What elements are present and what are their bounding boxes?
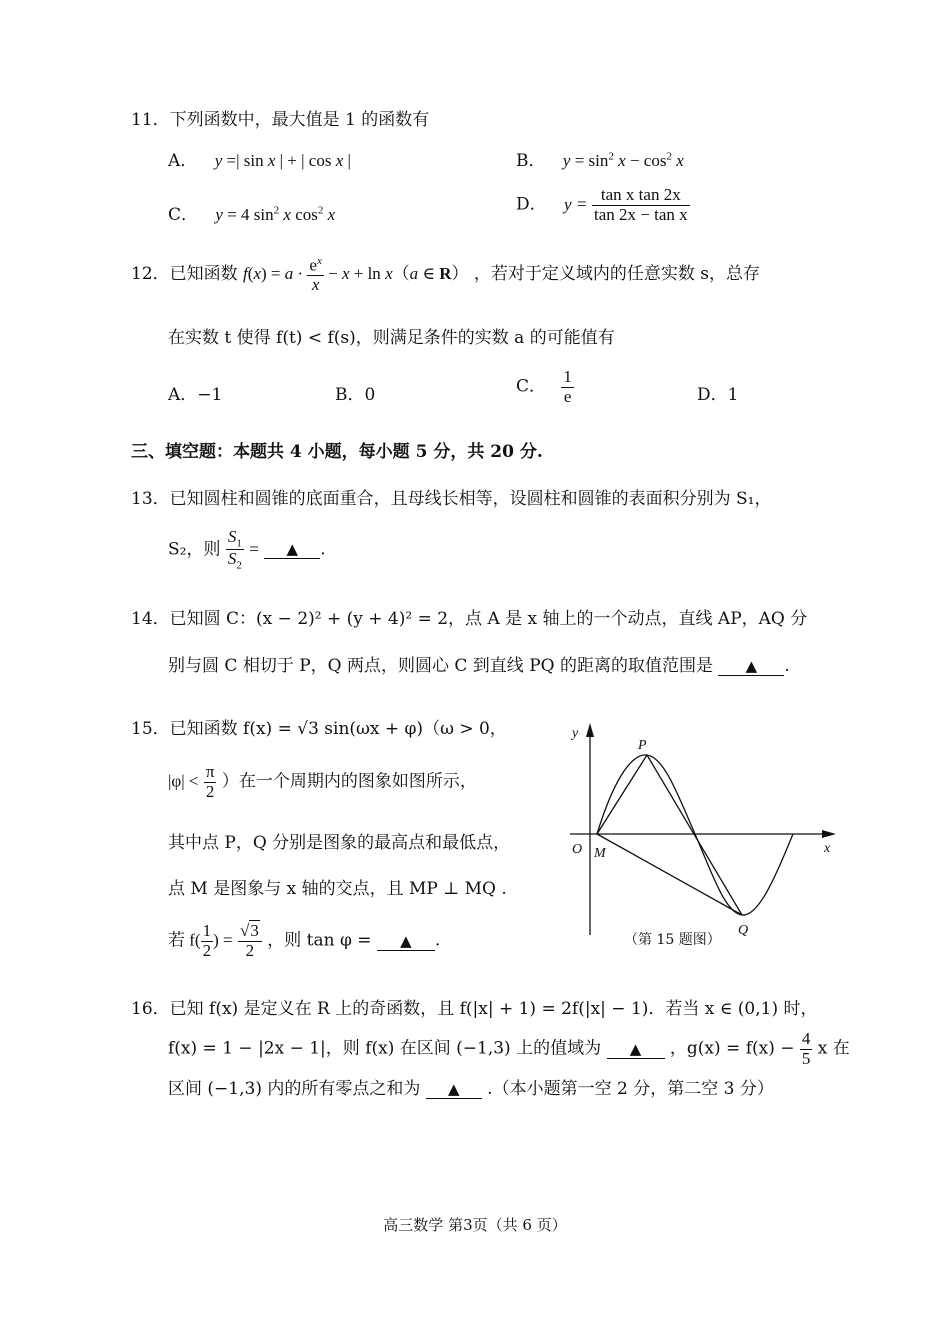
q15-line1: 15．已知函数 f(x) = √3 sin(ωx + φ)（ω > 0， [131, 719, 507, 739]
q16-line3-b: .（本小题第一空 2 分，第二空 3 分） [487, 1079, 774, 1099]
q16-line2-b: ，g(x) = f(x) − [669, 1038, 795, 1059]
q13-line2: S₂，则 $\frac{S_1}{S_2}$ = ▲ . [168, 527, 326, 572]
q15-line5-mid: ) = [213, 930, 233, 950]
label-x: x [824, 841, 831, 856]
page-footer: 高三数学 第3页（共 6 页） [383, 1216, 567, 1234]
figure-caption: （第 15 题图） [624, 932, 721, 948]
label-q: Q [738, 923, 749, 938]
q15-line2 [168, 763, 477, 801]
label-y: y [572, 726, 579, 741]
q15-sqrt3-half: $\frac{√3}{2}$ [238, 922, 262, 960]
segment-mp [597, 755, 647, 834]
q11-a-label: A． [168, 151, 198, 171]
y-axis-arrow-icon [586, 723, 594, 737]
q11-option-d: D． y = $\frac{\text{tan x tan 2x}}{\text{tan 2x − tan x}}$ [516, 185, 688, 224]
q11-stem: 11．下列函数中，最大值是 1 的函数有 [131, 110, 430, 130]
q12-formula: f(x) = a · $\frac{e^x}{x}$ − x + ln x（a ∈ R） [243, 255, 469, 295]
label-p: P [638, 738, 647, 753]
q12-c-den: e [563, 386, 572, 406]
q12-option-c [516, 368, 574, 406]
q15-line2-post: ）在一个周期内的图象如图所示， [221, 771, 477, 792]
x-axis-arrow-icon [822, 830, 836, 838]
q12-option-a: A．−1 [168, 385, 223, 405]
q16-answer-blank-2[interactable] [426, 1081, 482, 1099]
q11-d-fraction [592, 186, 690, 224]
triangle-icon: ▲ [400, 931, 412, 950]
q13-fraction: $\frac{S_1}{S_2}$ [227, 527, 242, 572]
q11-d-num: tan x tan 2x [592, 186, 690, 206]
q15-line3: 其中点 P，Q 分别是图象的最高点和最低点， [168, 833, 511, 853]
q11-c-label: C． [168, 205, 199, 225]
q15-figure [560, 715, 850, 955]
q14-line1: 14．已知圆 C：(x − 2)² + (y + 4)² = 2，点 A 是 x 轴上的一个动点，直线 AP，AQ 分 [131, 609, 808, 629]
q11-d-den: tan 2x − tan x [594, 204, 688, 224]
q11-d-label: D． [516, 194, 547, 215]
q12-stem-start: 12．已知函数 [131, 263, 238, 284]
label-o: O [572, 842, 583, 857]
q11-option-c [168, 200, 335, 225]
q15-pi-half: $\frac{\pi}{2}$ [205, 762, 215, 801]
q11-a-formula: y =| sin x | + | cos x | [214, 151, 351, 170]
q11-d-y: y [564, 194, 572, 214]
segment-mq [597, 834, 742, 915]
q16-line3-a: 区间 (−1,3) 内的所有零点之和为 [168, 1079, 421, 1099]
q12-stem-end: ，若对于定义域内的任意实数 s，总存 [473, 263, 761, 284]
q13-line2-pre: S₂，则 [168, 539, 221, 560]
section-3-heading: 三、填空题：本题共 4 小题，每小题 5 分，共 20 分. [131, 442, 543, 462]
q13-answer-blank[interactable] [264, 541, 320, 559]
q15-line5-post: ，则 tan φ = [267, 930, 372, 951]
q13-line1: 13．已知圆柱和圆锥的底面重合，且母线长相等，设圆柱和圆锥的表面积分别为 S₁， [131, 489, 772, 509]
q12-option-d: D．1 [697, 385, 739, 405]
q11-b-formula: $y = \sin^2 x - \cos^2 x$ [562, 150, 684, 170]
q16-line2-a: f(x) = 1 − |2x − 1|，则 f(x) 在区间 (−1,3) 上的值域为 [168, 1038, 602, 1059]
q16-answer-blank-1[interactable] [607, 1041, 665, 1059]
q11-option-b [516, 146, 684, 171]
q12-line1 [131, 255, 760, 295]
triangle-icon: ▲ [447, 1080, 460, 1098]
label-m: M [594, 846, 606, 861]
q12-line2: 在实数 t 使得 f(t) < f(s)，则满足条件的实数 a 的可能值有 [168, 328, 615, 348]
q12-option-b: B．0 [335, 385, 376, 405]
q11-c-formula: y = 4 $\sin^2 x$ $\cos^2 x$ [215, 204, 336, 224]
q16-line1: 16．已知 f(x) 是定义在 R 上的奇函数，且 f(|x| + 1) = 2f(|x| − 1)．若当 x ∈ (0,1) 时， [131, 999, 818, 1019]
q12-c-fraction [561, 368, 574, 406]
q14-line2-text: 别与圆 C 相切于 P，Q 两点，则圆心 C 到直线 PQ 的距离的取值范围是 [168, 656, 713, 676]
q14-answer-blank[interactable] [718, 658, 784, 676]
q14-line2: 别与圆 C 相切于 P，Q 两点，则圆心 C 到直线 PQ 的距离的取值范围是 ▲ . [168, 656, 790, 676]
q15-line5: 若 f( $\frac{1}{2}$ ) = $\frac{√3}{2}$ ，则 tan φ = ▲ . [168, 921, 441, 960]
segment-pq [647, 755, 742, 915]
q16-line2-c: x 在 [817, 1038, 850, 1059]
q16-line2 [168, 1030, 850, 1068]
q11-option-a [168, 146, 351, 171]
q16-line3 [168, 1074, 774, 1099]
q16-four-fifths: $\frac{4}{5}$ [801, 1029, 811, 1068]
q11-b-label: B． [516, 151, 546, 171]
triangle-icon: ▲ [629, 1039, 642, 1058]
q12-c-label: C． [516, 376, 547, 397]
q15-line4: 点 M 是图象与 x 轴的交点，且 MP ⊥ MQ . [168, 879, 507, 899]
q15-answer-blank[interactable] [377, 933, 435, 951]
triangle-icon: ▲ [286, 540, 299, 559]
triangle-icon: ▲ [745, 657, 758, 675]
q12-c-num: 1 [563, 367, 572, 386]
q15-line5-pre: 若 f( [168, 930, 201, 950]
q15-line2-pre: |φ| < [168, 771, 199, 791]
